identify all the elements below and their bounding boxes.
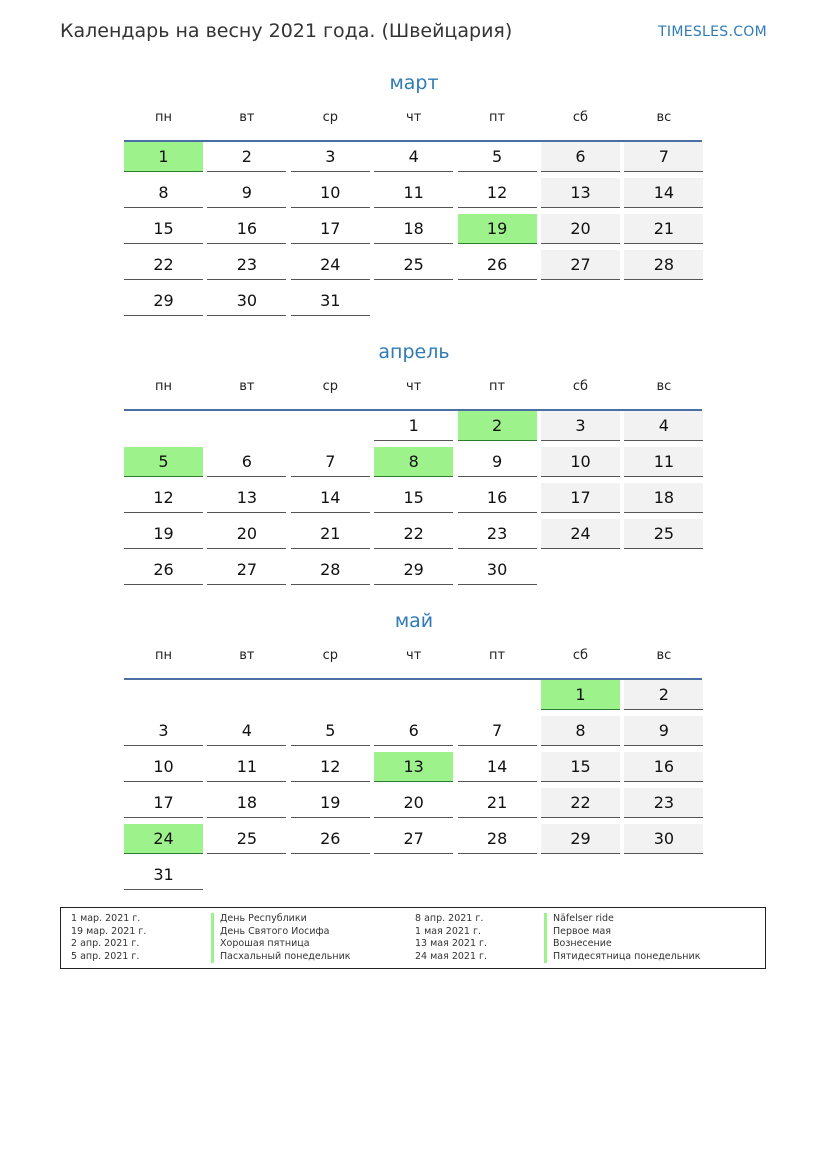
weekday-label: сб (572, 379, 589, 394)
weekday-label: вс (656, 379, 672, 394)
day-cell: 20 (207, 519, 286, 549)
day-cell: 29 (374, 555, 453, 585)
day-cell: 18 (207, 788, 286, 818)
legend-date: 2 апр. 2021 г. (71, 938, 140, 949)
legend-holiday-name: День Святого Иосифа (211, 926, 351, 939)
day-cell: 30 (458, 555, 537, 585)
day-cell: 13 (207, 483, 286, 513)
day-cell: 2 (624, 680, 703, 710)
weekday-label: вт (239, 110, 255, 125)
day-cell: 10 (124, 752, 203, 782)
day-cell: 21 (624, 214, 703, 244)
day-cell: 26 (291, 824, 370, 854)
day-cell: 6 (207, 447, 286, 477)
day-cell: 7 (624, 142, 703, 172)
legend-left-names (211, 913, 351, 963)
day-cell: 17 (541, 483, 620, 513)
day-cell: 16 (207, 214, 286, 244)
legend-date: 5 апр. 2021 г. (71, 950, 140, 962)
holiday-day-cell: 8 (374, 447, 453, 477)
day-cell: 8 (541, 716, 620, 746)
day-cell: 21 (291, 519, 370, 549)
legend-holiday-name: Пасхальный понедельник (211, 951, 351, 964)
weekday-label: вт (239, 648, 255, 663)
day-cell: 9 (458, 447, 537, 477)
day-cell: 29 (124, 286, 203, 316)
day-cell: 18 (374, 214, 453, 244)
legend-date: 19 мар. 2021 г. (71, 925, 147, 937)
day-cell: 27 (374, 824, 453, 854)
day-cell: 25 (207, 824, 286, 854)
day-cell: 9 (624, 716, 703, 746)
day-cell: 27 (541, 250, 620, 280)
day-cell: 26 (458, 250, 537, 280)
legend-date: 1 мая 2021 г. (415, 925, 481, 937)
day-cell: 24 (541, 519, 620, 549)
day-cell: 16 (624, 752, 703, 782)
weekday-label: пн (155, 379, 172, 394)
day-cell: 22 (374, 519, 453, 549)
day-cell: 17 (291, 214, 370, 244)
holiday-day-cell: 13 (374, 752, 453, 782)
day-cell: 14 (624, 178, 703, 208)
day-cell: 28 (624, 250, 703, 280)
month-block (124, 339, 704, 579)
weekday-header (124, 648, 704, 674)
day-cell: 30 (207, 286, 286, 316)
holiday-day-cell: 2 (458, 411, 537, 441)
holiday-day-cell: 24 (124, 824, 203, 854)
site-link[interactable]: TIMESLES.COM (658, 24, 767, 40)
day-cell: 12 (291, 752, 370, 782)
holiday-day-cell: 5 (124, 447, 203, 477)
legend-date: 8 апр. 2021 г. (415, 913, 484, 924)
day-cell: 16 (458, 483, 537, 513)
legend-date: 1 мар. 2021 г. (71, 913, 141, 924)
day-cell: 27 (207, 555, 286, 585)
legend-holiday-name: День Республики (211, 913, 351, 926)
day-cell: 11 (624, 447, 703, 477)
weekday-label: пт (489, 379, 506, 394)
legend-date: 13 мая 2021 г. (415, 938, 488, 949)
weekday-label: вт (239, 379, 255, 394)
day-cell: 14 (291, 483, 370, 513)
day-cell: 25 (624, 519, 703, 549)
legend-left-dates (71, 913, 146, 963)
day-cell: 24 (291, 250, 370, 280)
day-cell: 21 (458, 788, 537, 818)
day-cell: 13 (541, 178, 620, 208)
day-cell: 10 (291, 178, 370, 208)
day-cell: 7 (458, 716, 537, 746)
day-cell: 6 (374, 716, 453, 746)
weekday-label: пт (489, 648, 506, 663)
day-cell: 3 (291, 142, 370, 172)
day-cell: 11 (207, 752, 286, 782)
day-cell: 2 (207, 142, 286, 172)
day-cell: 30 (624, 824, 703, 854)
day-cell: 12 (124, 483, 203, 513)
weekday-label: пн (155, 110, 172, 125)
weekday-label: сб (572, 648, 589, 663)
holiday-day-cell: 1 (541, 680, 620, 710)
day-cell: 31 (291, 286, 370, 316)
day-cell: 9 (207, 178, 286, 208)
legend-holiday-name: Хорошая пятница (211, 938, 351, 951)
day-cell: 3 (541, 411, 620, 441)
day-cell: 29 (541, 824, 620, 854)
day-cell: 3 (124, 716, 203, 746)
holiday-day-cell: 19 (458, 214, 537, 244)
weekday-label: ср (322, 110, 338, 125)
day-cell: 11 (374, 178, 453, 208)
day-cell: 22 (124, 250, 203, 280)
weekday-label: вс (656, 648, 672, 663)
day-cell: 19 (124, 519, 203, 549)
day-cell: 10 (541, 447, 620, 477)
day-cell: 1 (374, 411, 453, 441)
day-cell: 26 (124, 555, 203, 585)
day-cell: 23 (624, 788, 703, 818)
legend-date: 24 мая 2021 г. (415, 950, 488, 962)
day-cell: 28 (291, 555, 370, 585)
legend-right-dates (415, 913, 487, 963)
day-cell: 20 (374, 788, 453, 818)
legend-holiday-name: Пятидесятница понедельник (544, 951, 700, 964)
legend-holiday-name: Первое мая (544, 926, 700, 939)
day-cell: 19 (291, 788, 370, 818)
day-cell: 18 (624, 483, 703, 513)
month-name: март (389, 72, 439, 94)
legend-holiday-name: Näfelser ride (544, 913, 700, 926)
day-cell: 5 (458, 142, 537, 172)
day-cell: 28 (458, 824, 537, 854)
page-title: Календарь на весну 2021 года. (Швейцария) (60, 20, 513, 42)
weekday-label: пн (155, 648, 172, 663)
day-cell: 31 (124, 860, 203, 890)
weekday-header (124, 379, 704, 405)
weekday-label: чт (406, 110, 422, 125)
day-cell: 8 (124, 178, 203, 208)
day-cell: 4 (624, 411, 703, 441)
day-cell: 15 (541, 752, 620, 782)
day-cell: 25 (374, 250, 453, 280)
month-block (124, 608, 704, 884)
day-cell: 20 (541, 214, 620, 244)
weekday-label: чт (406, 379, 422, 394)
weekday-label: ср (322, 379, 338, 394)
weekday-label: пт (489, 110, 506, 125)
weekday-label: сб (572, 110, 589, 125)
day-cell: 22 (541, 788, 620, 818)
weekday-label: ср (322, 648, 338, 663)
weekday-header (124, 110, 704, 136)
holiday-legend (60, 907, 766, 969)
day-cell: 7 (291, 447, 370, 477)
day-cell: 17 (124, 788, 203, 818)
day-cell: 23 (458, 519, 537, 549)
day-cell: 15 (124, 214, 203, 244)
day-cell: 4 (374, 142, 453, 172)
holiday-day-cell: 1 (124, 142, 203, 172)
day-cell: 6 (541, 142, 620, 172)
month-name: май (394, 610, 434, 632)
legend-right-names (544, 913, 700, 963)
day-cell: 23 (207, 250, 286, 280)
month-name: апрель (378, 341, 450, 363)
weekday-label: вс (656, 110, 672, 125)
day-cell: 14 (458, 752, 537, 782)
day-cell: 5 (291, 716, 370, 746)
weekday-label: чт (406, 648, 422, 663)
day-cell: 4 (207, 716, 286, 746)
legend-holiday-name: Вознесение (544, 938, 700, 951)
day-cell: 12 (458, 178, 537, 208)
day-cell: 15 (374, 483, 453, 513)
month-block (124, 70, 704, 310)
